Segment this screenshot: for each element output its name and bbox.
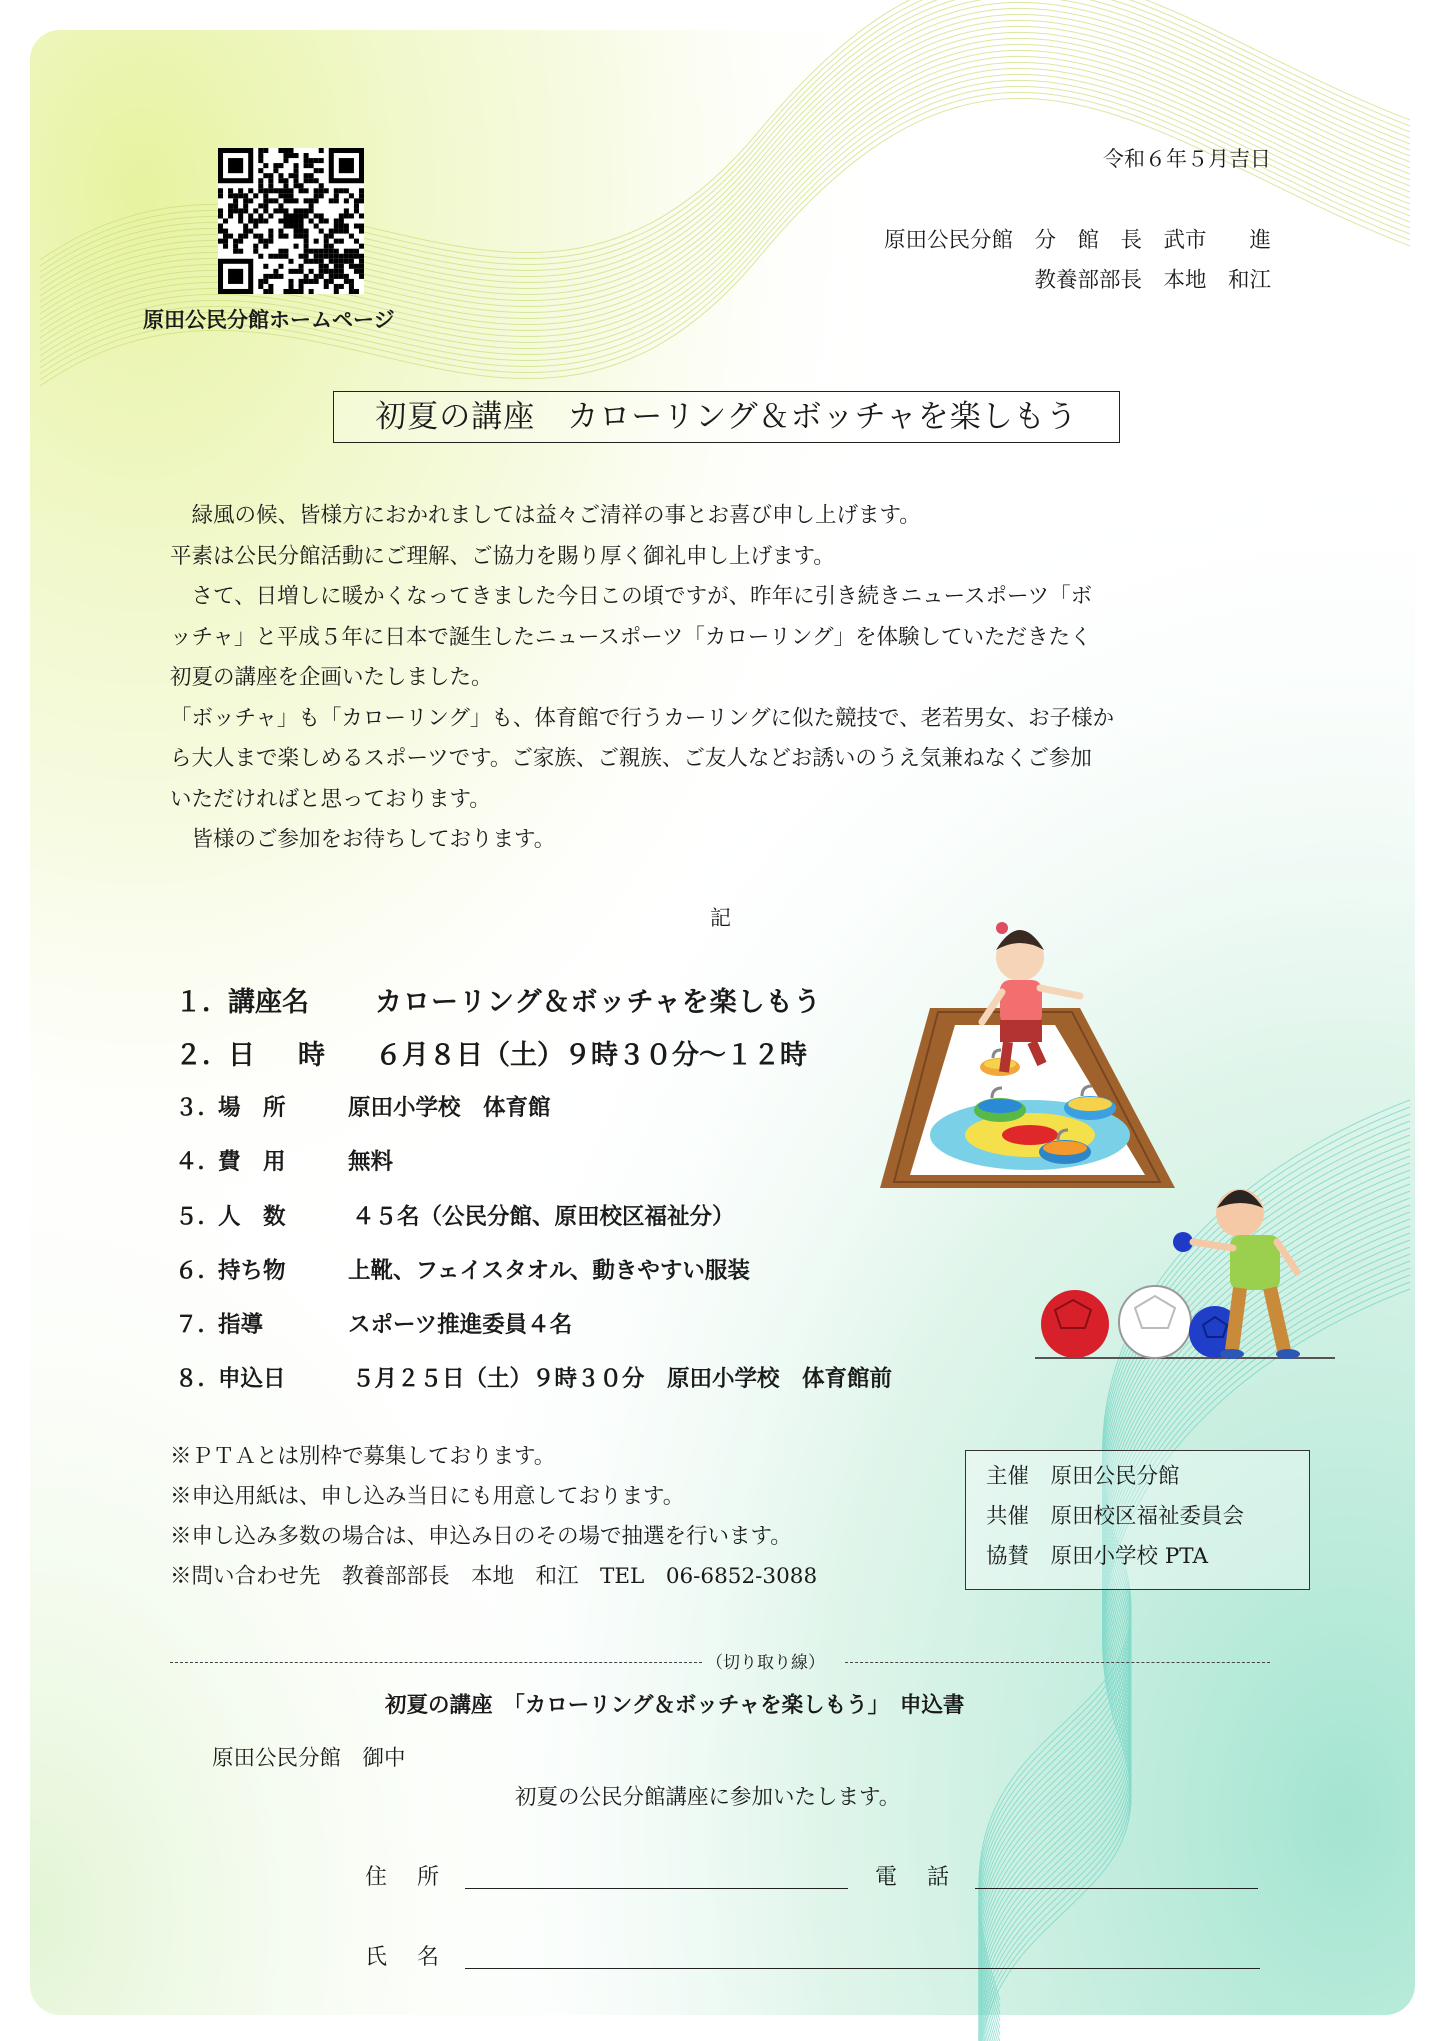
issue-date: 令和６年５月吉日 [1103, 147, 1271, 171]
item-value: ４５名（公民分館、原田校区福祉分） [352, 1204, 735, 1230]
intro-text [170, 496, 1280, 861]
item-number: ６． [175, 1258, 221, 1284]
item-number: ４． [175, 1149, 221, 1175]
item-number: ５． [175, 1204, 221, 1230]
item-number: ３． [175, 1095, 221, 1121]
cut-line-left [170, 1662, 702, 1663]
notes [170, 1437, 817, 1597]
boccia-illustration [1035, 1180, 1335, 1370]
item-label: 講座名 [228, 987, 309, 1018]
page-title: 初夏の講座 カローリング＆ボッチャを楽しもう [333, 391, 1120, 443]
intro-line: ッチャ」と平成５年に日本で誕生したニュースポーツ「カローリング」を体験していただきたく [170, 624, 1092, 650]
item-value: 上靴、フェイスタオル、動きやすい服装 [348, 1258, 750, 1284]
organizer-line: 主催 原田公民分館 [986, 1464, 1180, 1489]
item-label: 指導 [218, 1312, 264, 1338]
curling-illustration [880, 920, 1180, 1195]
sender-line-1: 原田公民分館 分 館 長 武市 進 [883, 228, 1271, 253]
address-label: 住 所 [365, 1865, 444, 1890]
cut-line-label: （切り取り線） [706, 1653, 825, 1673]
note-line: ※申し込み多数の場合は、申込み日のその場で抽選を行います。 [170, 1524, 792, 1549]
item-value: ６月８日（土）９時３０分～１２時 [375, 1040, 807, 1071]
intro-line: さて、日増しに暖かくなってきました今日この頃ですが、昨年に引き続きニュースポーツ「ボ [170, 584, 1093, 609]
form-statement: 初夏の公民分館講座に参加いたします。 [515, 1785, 901, 1810]
note-line: ※ＰＴＡとは別枠で募集しております。 [170, 1444, 556, 1469]
organizer-line: 共催 原田校区福祉委員会 [986, 1504, 1245, 1529]
item-value: ５月２５日（土）９時３０分 原田小学校 体育館前 [352, 1366, 893, 1392]
qr-code [218, 148, 364, 294]
item-number: ２． [175, 1040, 229, 1071]
qr-caption: 原田公民分館ホームページ [143, 308, 395, 332]
phone-label: 電 話 [875, 1865, 954, 1890]
intro-line: いただければと思っております。 [170, 786, 491, 812]
name-field[interactable] [465, 1968, 1260, 1969]
sender-line-2: 教養部部長 本地 和江 [1034, 268, 1271, 293]
intro-line: 初夏の講座を企画いたしました。 [170, 665, 493, 690]
intro-line: 緑風の候、皆様方におかれましては益々ご清祥の事とお喜び申し上げます。 [170, 503, 921, 528]
item-number: ７． [175, 1312, 221, 1338]
intro-line: 平素は公民分館活動にご理解、ご協力を賜り厚く御礼申し上げます。 [170, 543, 835, 569]
item-label: 申込日 [218, 1366, 286, 1392]
intro-line: 「ボッチャ」も「カローリング」も、体育館で行うカーリングに似た競技で、老若男女、お子様か [170, 705, 1115, 731]
item-label: 人 数 [218, 1204, 286, 1230]
intro-line: ら大人まで楽しめるスポーツです。ご家族、ご親族、ご友人などお誘いのうえ気兼ねなくご参加 [170, 746, 1092, 771]
intro-line: 皆様のご参加をお待ちしております。 [170, 827, 556, 852]
address-field[interactable] [465, 1888, 848, 1889]
form-title: 初夏の講座 「カローリング＆ボッチャを楽しもう」 申込書 [385, 1693, 965, 1718]
item-value: カローリング＆ボッチャを楽しもう [375, 987, 822, 1018]
phone-field[interactable] [975, 1888, 1258, 1889]
item-number: １． [175, 987, 229, 1018]
item-value: 原田小学校 体育館 [348, 1095, 551, 1121]
item-label: 持ち物 [218, 1258, 286, 1284]
cut-line-right [845, 1662, 1270, 1663]
organizers-box [965, 1450, 1310, 1590]
item-label: 日 時 [228, 1040, 333, 1071]
item-value: スポーツ推進委員４名 [348, 1312, 573, 1338]
note-line: ※申込用紙は、申し込み当日にも用意しております。 [170, 1484, 685, 1509]
item-number: ８． [175, 1366, 221, 1392]
item-label: 費 用 [218, 1149, 286, 1175]
note-line: ※問い合わせ先 教養部部長 本地 和江 TEL 06-6852-3088 [170, 1564, 818, 1589]
organizer-line: 協賛 原田小学校 PTA [986, 1544, 1208, 1569]
item-label: 場 所 [218, 1095, 286, 1121]
form-addressee: 原田公民分館 御中 [212, 1746, 406, 1771]
item-value: 無料 [348, 1149, 394, 1175]
ki-heading: 記 [710, 906, 731, 930]
name-label: 氏 名 [365, 1945, 444, 1970]
